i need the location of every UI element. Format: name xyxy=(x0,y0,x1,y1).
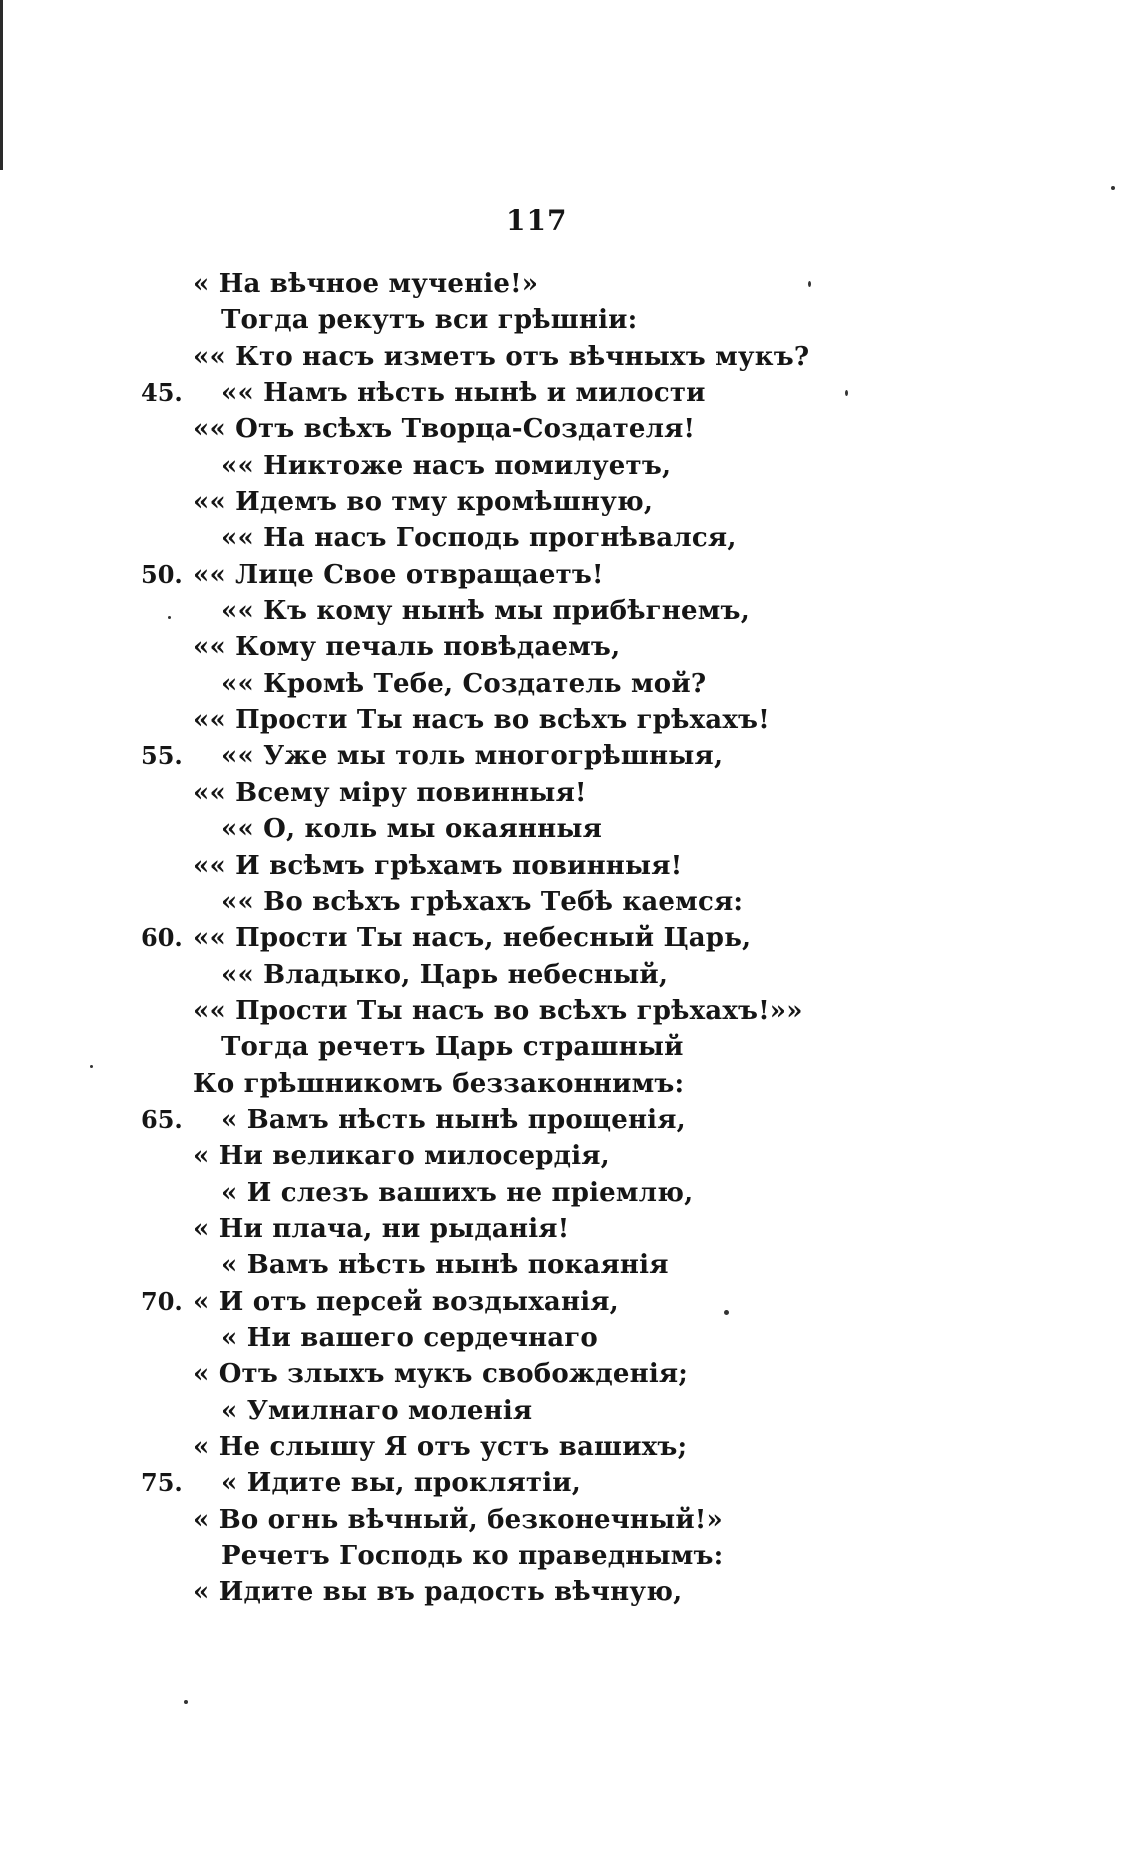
verse-line xyxy=(0,1029,1140,1065)
verse-text: «« Прости Ты насъ во всѣхъ грѣхахъ!»» xyxy=(193,995,803,1026)
verse-text: «« Владыко, Царь небесный, xyxy=(221,959,669,990)
verse-line xyxy=(0,1538,1140,1574)
verse-line xyxy=(0,957,1140,993)
verse-line xyxy=(0,775,1140,811)
scan-edge-mark xyxy=(0,0,3,170)
verse-line xyxy=(0,375,1140,411)
verse-text: «« Всему міру повинныя! xyxy=(193,777,587,808)
verse-line xyxy=(0,593,1140,629)
scan-speck xyxy=(724,1310,729,1315)
line-number: 55. xyxy=(141,741,183,771)
line-number: 70. xyxy=(141,1286,183,1316)
scan-speck xyxy=(168,616,171,619)
verse-line xyxy=(0,1211,1140,1247)
verse-line xyxy=(0,448,1140,484)
verse-line xyxy=(0,702,1140,738)
verse-text: «« Прости Ты насъ, небесный Царь, xyxy=(193,923,752,954)
verse-line xyxy=(0,1465,1140,1501)
verse-line xyxy=(0,993,1140,1029)
verse-text: «« На насъ Господь прогнѣвался, xyxy=(221,523,737,554)
verse-text: « Умилнаго моленія xyxy=(221,1395,533,1426)
verse-text: «« Намъ нѣсть нынѣ и милости xyxy=(221,378,706,409)
verse-text: «« Къ кому нынѣ мы прибѣгнемъ, xyxy=(221,596,750,627)
verse-line xyxy=(0,1320,1140,1356)
verse-text: «« Прости Ты насъ во всѣхъ грѣхахъ! xyxy=(193,705,770,736)
verse-text: « Во огнь вѣчный, безконечный!» xyxy=(193,1504,723,1535)
line-number: 45. xyxy=(141,378,183,408)
verse-text: «« Лице Свое отвращаетъ! xyxy=(193,559,604,590)
scan-speck xyxy=(184,1700,188,1704)
verse-text: «« Уже мы толь многогрѣшныя, xyxy=(221,741,724,772)
verse-text: « Ни великаго милосердія, xyxy=(193,1141,610,1172)
verse-line xyxy=(0,1574,1140,1610)
verse-line xyxy=(0,738,1140,774)
line-number: 50. xyxy=(141,559,183,589)
verse-text: Тогда речетъ Царь страшный xyxy=(221,1032,684,1063)
page-number: 117 xyxy=(506,204,568,237)
verse-text: «« Никтоже насъ помилуетъ, xyxy=(221,450,672,481)
line-number: 75. xyxy=(141,1468,183,1498)
verse-line xyxy=(0,1175,1140,1211)
verse-line xyxy=(0,1066,1140,1102)
verse-line xyxy=(0,884,1140,920)
verse-line xyxy=(0,339,1140,375)
line-number: 65. xyxy=(141,1104,183,1134)
verse-text: « И слезъ вашихъ не пріемлю, xyxy=(221,1177,694,1208)
verse-text: «« Во всѣхъ грѣхахъ Тебѣ каемся: xyxy=(221,886,744,917)
verse-line xyxy=(0,1284,1140,1320)
verse-line xyxy=(0,484,1140,520)
scan-speck xyxy=(808,281,811,287)
scan-speck xyxy=(845,390,848,396)
verse-line xyxy=(0,1393,1140,1429)
verse-line xyxy=(0,811,1140,847)
verse-line xyxy=(0,1429,1140,1465)
verse-line xyxy=(0,1247,1140,1283)
verse-line xyxy=(0,411,1140,447)
verse-text: « Идите вы, проклятіи, xyxy=(221,1468,582,1499)
verse-text: « Идите вы въ радость вѣчную, xyxy=(193,1577,683,1608)
verse-block xyxy=(0,266,1140,1611)
scan-speck xyxy=(90,1065,93,1068)
verse-text: « Отъ злыхъ мукъ свобожденія; xyxy=(193,1359,689,1390)
verse-line xyxy=(0,1102,1140,1138)
verse-line xyxy=(0,1138,1140,1174)
verse-text: « Ни вашего сердечнаго xyxy=(221,1322,598,1353)
verse-text: «« Отъ всѣхъ Творца-Создателя! xyxy=(193,414,696,445)
verse-line xyxy=(0,266,1140,302)
verse-text: Ко грѣшникомъ беззаконнимъ: xyxy=(193,1068,685,1099)
verse-text: «« О, коль мы окаянныя xyxy=(221,814,603,845)
verse-text: « Ни плача, ни рыданія! xyxy=(193,1213,570,1244)
line-number: 60. xyxy=(141,923,183,953)
verse-text: Речетъ Господь ко праведнымъ: xyxy=(221,1541,724,1572)
verse-text: «« Кромѣ Тебе, Создатель мой? xyxy=(221,668,707,699)
verse-text: « На вѣчное мученіе!» xyxy=(193,269,539,299)
verse-text: «« Кому печаль повѣдаемъ, xyxy=(193,632,621,663)
verse-line xyxy=(0,557,1140,593)
verse-line xyxy=(0,1356,1140,1392)
verse-line xyxy=(0,920,1140,956)
verse-text: « Вамъ нѣсть нынѣ прощенія, xyxy=(221,1104,686,1135)
verse-text: Тогда рекутъ вси грѣшніи: xyxy=(221,305,638,336)
verse-line xyxy=(0,666,1140,702)
verse-text: « Не слышу Я отъ устъ вашихъ; xyxy=(193,1432,688,1462)
verse-text: «« Идемъ во тму кромѣшную, xyxy=(193,487,654,518)
verse-line xyxy=(0,1502,1140,1538)
verse-text: «« И всѣмъ грѣхамъ повинныя! xyxy=(193,850,683,881)
scan-speck xyxy=(1111,186,1115,190)
verse-line xyxy=(0,520,1140,556)
verse-line xyxy=(0,629,1140,665)
verse-line xyxy=(0,848,1140,884)
verse-text: « И отъ персей воздыханія, xyxy=(193,1286,619,1317)
verse-text: « Вамъ нѣсть нынѣ покаянія xyxy=(221,1250,669,1281)
verse-line xyxy=(0,302,1140,338)
verse-text: «« Кто насъ изметъ отъ вѣчныхъ мукъ? xyxy=(193,341,810,372)
